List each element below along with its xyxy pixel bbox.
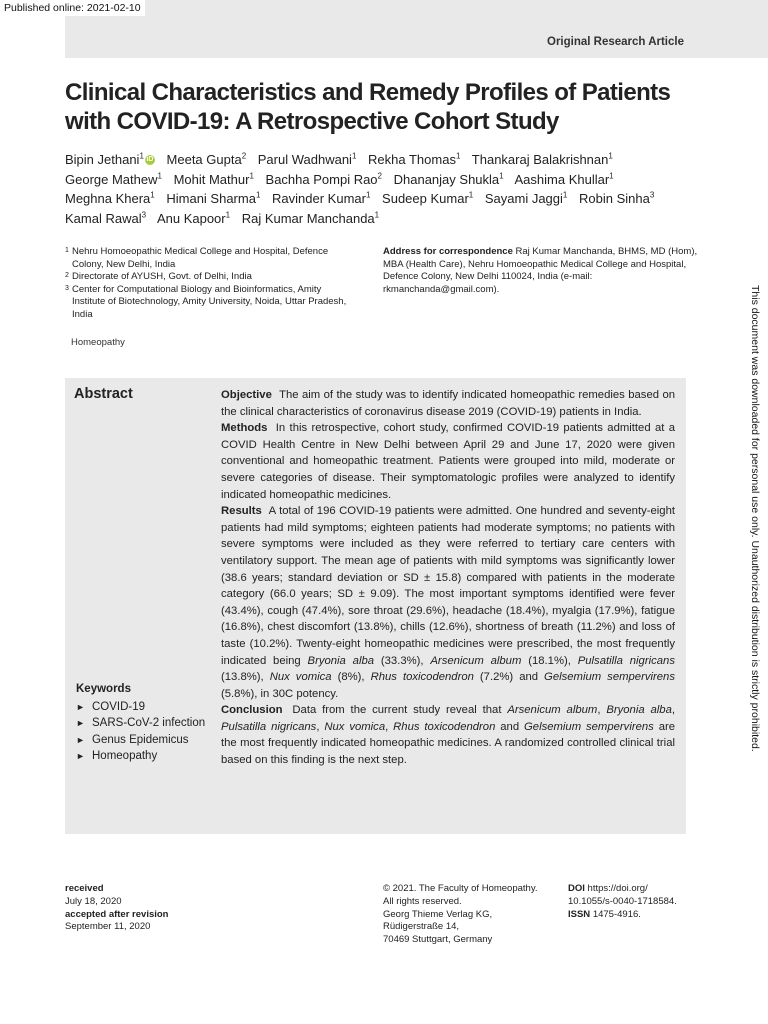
author: Sayami Jaggi$^1$: [484, 190, 568, 206]
author: Ravinder Kumar$^1$: [272, 190, 371, 206]
paper-title: Clinical Characteristics and Remedy Profiles of Patients with COVID-19: A Retrospective Cohort Study: [65, 79, 671, 135]
keywords: [76, 681, 205, 765]
abstract-conclusion: Conclusion Data from the current study reveal that Arsenicum album, Bryonia alba, Pulsatilla nigricans, Nux vomica, Rhus toxicodendron and Gelsemium sempervirens are the most frequently indicated homeopathic medicines. A randomized controlled clinical trial based on this finding is the next step.: [221, 704, 676, 767]
author: Robin Sinha$^3$: [578, 190, 655, 206]
author: Aashima Khullar$^1$: [514, 171, 614, 187]
doi-link[interactable]: https://doi.org/: [587, 883, 648, 894]
orcid-icon[interactable]: iD: [146, 156, 154, 163]
correspondence-label: Address for correspondence: [383, 246, 513, 257]
arrow-bullet-icon: ►: [76, 734, 85, 745]
author: George Mathew$^1$: [65, 171, 162, 187]
abstract-methods: Methods In this retrospective, cohort study, confirmed COVID-19 patients admitted at a COVID Health Centre in New Delhi between April 29 and June 17, 2020 were given conventional and homeopathic treatment. Patients were grouped into mild, moderate or severe categories of disease. Their symptomatologic profiles were analyzed to identify indicated homeopathic medicines.: [221, 422, 675, 501]
section-tag: Homeopathy: [71, 337, 125, 348]
correspondence-address: [383, 246, 703, 296]
author: Dhananjay Shukla$^1$: [393, 171, 504, 187]
keyword-item: ► SARS-CoV-2 infection: [76, 715, 205, 732]
footer-copyright: © 2021. The Faculty of Homeopathy. All rights reserved. Georg Thieme Verlag KG, Rüdigerstraße 14, 70469 Stuttgart, Germany: [383, 883, 538, 946]
arrow-bullet-icon: ►: [76, 751, 85, 761]
author: Himani Sharma$^1$: [166, 190, 261, 206]
author: Bipin Jethani$^1$ iD: [65, 151, 154, 167]
arrow-bullet-icon: ►: [76, 701, 85, 712]
author: Raj Kumar Manchanda$^1$: [241, 210, 380, 226]
author: Rekha Thomas$^1$: [368, 151, 461, 167]
header-band: [65, 0, 768, 58]
author: Bachha Pompi Rao$^2$: [265, 171, 382, 187]
author: Thankaraj Balakrishnan$^1$: [471, 151, 613, 167]
correspondence-text: Raj Kumar Manchanda, BHMS, MD (Hom), MBA (Health Care), Nehru Homoeopathic Medical College and Hospital, Defence Colony, New Delhi 110024, India (e-mail: rkmanchanda@gmail.com).: [383, 246, 698, 295]
footer-doi: DOI https://doi.org/ 10.1055/s-0040-1718584. ISSN 1475-4916.: [568, 883, 677, 920]
author: Anu Kapoor$^1$: [156, 210, 231, 226]
arrow-bullet-icon: ►: [76, 718, 85, 728]
keyword-item: ► Genus Epidemicus: [76, 732, 205, 749]
keyword-item: ► Homeopathy: [76, 748, 205, 765]
keywords-heading: Keywords: [76, 683, 131, 695]
abstract-text: [221, 387, 675, 769]
author-list: [65, 150, 715, 228]
abstract-results: Results A total of 196 COVID-19 patients were admitted. One hundred and seventy-eight patients had mild symptoms; eighteen patients had moderate symptoms; no patients with severe symptoms were included as they were referred to tertiary care centers with ventilatory support. The mean age of patients with mild symptoms was significantly lower (38.6 years; standard deviation or SD ± 15.8) compared with patients in the moderate category (66.0 years; SD ± 9.09). The most important symptoms identified were fever (43.4%), cough (47.4%), sore throat (29.6%), headache (18.4%), myalgia (17.9%), fatigue (16.8%), chest discomfort (13.8%), chills (12.6%), shortness of breath (11.2%) and loss of taste (10.2%). Twenty-eight homeopathic medicines were prescribed, the most frequently indicated being Bryonia alba (33.3%), Arsenicum album (18.1%), Pulsatilla nigricans (13.8%), Nux vomica (8%), Rhus toxicodendron (7.2%) and Gelsemium sempervirens (5.8%), in 30C potency.: [221, 505, 675, 700]
keyword-item: ► COVID-19: [76, 699, 205, 716]
affiliation: 1 Nehru Homoeopathic Medical College and Hospital, Defence Colony, New Delhi, India: [65, 246, 329, 270]
abstract-heading: Abstract: [74, 386, 133, 402]
author: Mohit Mathur$^1$: [173, 171, 254, 187]
footer-dates: received July 18, 2020 accepted after revision September 11, 2020: [65, 883, 169, 933]
abstract-box: [65, 378, 686, 834]
article-type: Original Research Article: [547, 36, 684, 48]
affiliation: 2 Directorate of AYUSH, Govt. of Delhi, India: [65, 271, 252, 282]
author: Meghna Khera$^1$: [65, 190, 155, 206]
abstract-objective: Objective The aim of the study was to identify indicated homeopathic remedies based on the clinical characteristics of coronavirus disease 2019 (COVID-19) patients in India.: [221, 389, 676, 418]
published-online-stamp: Published online: 2021-02-10: [0, 0, 145, 16]
affiliation: 3 Center for Computational Biology and Bioinformatics, Amity Institute of Biotechnology, Amity University, Noida, Uttar Pradesh, India: [65, 283, 347, 320]
author: Meeta Gupta$^2$: [166, 151, 247, 167]
author: Parul Wadhwani$^1$: [257, 151, 357, 167]
author: Sudeep Kumar$^1$: [382, 190, 474, 206]
affiliations: [65, 246, 355, 321]
author: Kamal Rawal$^3$: [65, 210, 147, 226]
download-notice: This document was downloaded for personal use only. Unauthorized distribution is strictly prohibited.: [749, 285, 761, 752]
